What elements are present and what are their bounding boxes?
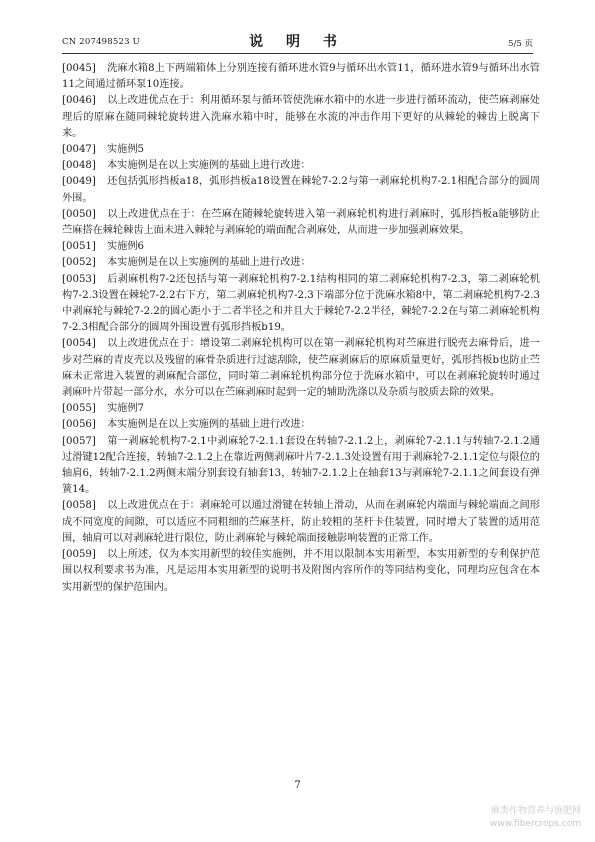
paragraph-text: 后剥麻机构7-2还包括与第一剥麻轮机构7-2.1结构相同的第二剥麻轮机构7-2.3，第二剥麻轮机构7-2.3设置在棘轮7-2.2右下方，第二剥麻轮机构7-2.3下端部分位于洗麻水箱8中，第二剥麻轮机构7-2.3中剥麻轮与棘轮7-2.2的圆心距小于二者半径之和并且大于棘轮7-2.2半径，棘轮7-2.2在与第二剥麻轮机构7-2.3相配合部分的圆周外围设置有弧形挡板b19。 <box>62 273 540 334</box>
paragraph-text: 实施例5 <box>107 144 145 156</box>
paragraph-text: 实施例6 <box>107 241 145 253</box>
paragraph-text: 以上改进优点在于：增设第二剥麻轮机构可以在第一剥麻轮机构对苎麻进行脱壳去麻骨后，进一步对苎麻的青皮壳以及残留的麻骨杂质进行过滤刮除，使苎麻剥麻后的原麻质量更好，弧形挡板b也防止苎麻未正常进入装置的剥麻配合部位，同时第二剥麻轮机构部分位于洗麻水箱中，可以在剥麻轮旋转时通过剥麻叶片带起一部分水，水分可以在苎麻剥麻时起到一定的辅助洗涤以及杂质与胶质去除的效果。 <box>62 338 540 399</box>
paragraph-number: [0053] <box>62 273 96 285</box>
watermark-url: www.fibercrops.com <box>490 819 581 829</box>
paragraph-text: 第一剥麻轮机构7-2.1中剥麻轮7-2.1.1套设在转轴7-2.1.2上，剥麻轮7-2.1.1与转轴7-2.1.2通过滑键12配合连接，转轴7-2.1.2上在靠近两侧剥麻叶片7-2.1.3处设置有用于剥麻轮7-2.1.1定位与限位的轴肩6，转轴7-2.1.2两侧末端分别套设有轴套13，转轴7-2.1.2上在轴套13与剥麻轮7-2.1.1之间套设有弹簧14。 <box>62 435 540 496</box>
paragraph-text: 实施例7 <box>107 403 145 415</box>
paragraph-number: [0048] <box>62 160 96 172</box>
paragraph-number: [0045] <box>62 63 96 74</box>
paragraph <box>62 255 540 271</box>
paragraph-text: 以上改进优点在于：在苎麻在随棘轮旋转进入第一剥麻轮机构进行剥麻时，弧形挡板a能够防止苎麻搭在棘轮棘齿上面未进入棘轮与剥麻轮的端面配合剥麻处，从而进一步加强剥麻效果。 <box>62 208 540 237</box>
paragraph-number: [0058] <box>62 500 96 512</box>
paragraph-text: 洗麻水箱8上下两端箱体上分别连接有循环进水管9与循环出水管11，循环进水管9与循环出水管11之间通过循环泵10连接。 <box>62 63 540 91</box>
watermark <box>490 805 581 831</box>
page-indicator: 5/5 页 <box>508 39 533 49</box>
paragraph <box>62 174 540 206</box>
paragraph <box>62 61 540 93</box>
paragraph-number: [0049] <box>62 176 96 188</box>
paragraph <box>62 434 540 499</box>
paragraph <box>62 272 540 337</box>
page-number: 7 <box>294 780 301 791</box>
paragraph-number: [0052] <box>62 257 96 269</box>
paragraph-text: 以上改进优点在于：剥麻轮可以通过滑键在转轴上滑动，从而在剥麻轮内端面与棘轮端面之间形成不同宽度的间隙，可以适应不同粗细的苎麻茎杆，防止较粗的茎杆卡住装置，同时增大了装置的适用范围，轴肩可以对剥麻轮进行限位，防止剥麻轮与棘轮端面接触影响装置的正常工作。 <box>62 500 540 544</box>
paragraph <box>62 547 540 596</box>
paragraph <box>62 417 540 433</box>
paragraph-text: 本实施例是在以上实施例的基础上进行改进： <box>107 160 311 172</box>
paragraph <box>62 336 540 401</box>
paragraph-text: 本实施例是在以上实施例的基础上进行改进： <box>107 419 311 431</box>
paragraph-number: [0056] <box>62 419 96 431</box>
paragraph-number: [0051] <box>62 241 96 253</box>
paragraph <box>62 93 540 142</box>
watermark-site-name: 麻类作物营养与施肥网 <box>490 806 581 816</box>
page-header <box>62 28 533 50</box>
paragraph-number: [0050] <box>62 208 96 220</box>
paragraph-text: 还包括弧形挡板a18，弧形挡板a18设置在棘轮7-2.2与第一剥麻轮机构7-2.1相配合部分的圆周外围。 <box>62 176 540 204</box>
paragraph-text: 本实施例是在以上实施例的基础上进行改进： <box>107 257 311 269</box>
paragraph-number: [0057] <box>62 435 96 447</box>
paragraph-number: [0047] <box>62 144 96 156</box>
paragraph <box>62 158 540 174</box>
header-divider <box>62 53 533 54</box>
document-body <box>62 61 540 596</box>
paragraph-text: 以上所述，仅为本实用新型的较佳实施例，并不用以限制本实用新型，本实用新型的专利保护范围以权利要求书为准，凡是运用本实用新型的说明书及附图内容所作的等同结构变化，同理均应包含在本实用新型的保护范围内。 <box>62 549 540 593</box>
paragraph-number: [0059] <box>62 549 96 561</box>
patent-number: CN 207498523 U <box>62 37 140 47</box>
paragraph <box>62 207 540 239</box>
document-title: 说 明 书 <box>249 34 346 50</box>
paragraph <box>62 498 540 547</box>
paragraph-number: [0046] <box>62 95 96 107</box>
paragraph <box>62 142 540 158</box>
paragraph-number: [0055] <box>62 403 96 415</box>
paragraph <box>62 401 540 417</box>
paragraph-number: [0054] <box>62 338 96 350</box>
paragraph <box>62 239 540 255</box>
paragraph-text: 以上改进优点在于：利用循环泵与循环管使洗麻水箱中的水进一步进行循环流动，使苎麻剥麻处理后的原麻在随同棘轮旋转进入洗麻水箱中时，能够在水流的冲击作用下更好的从棘轮的棘齿上脱离下来。 <box>62 95 540 139</box>
